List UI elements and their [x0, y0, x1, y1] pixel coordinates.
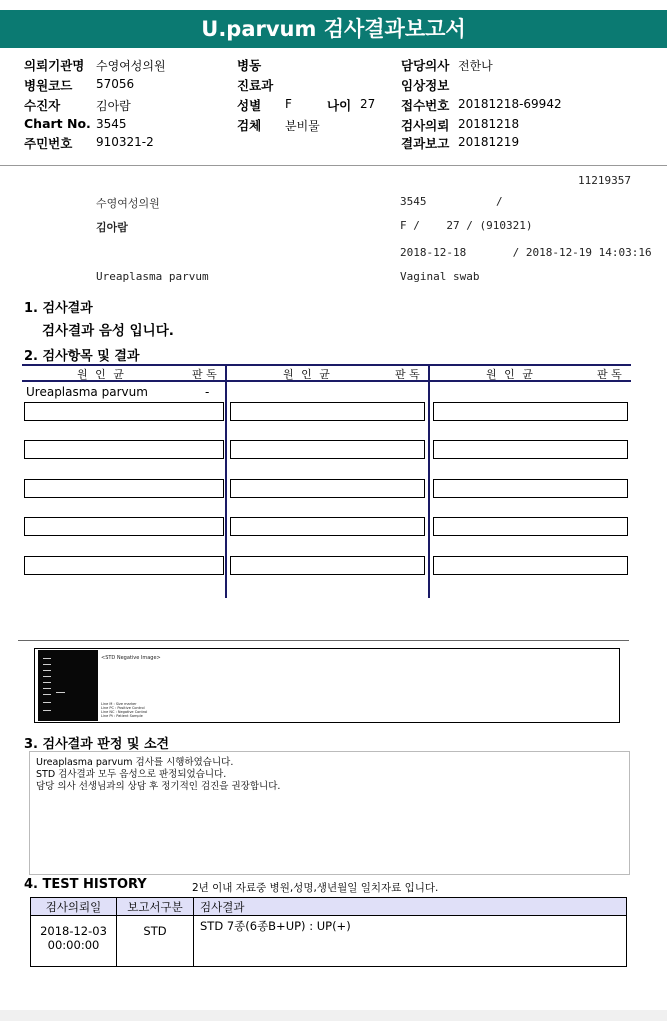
request-date-value: 20181218 — [458, 117, 520, 131]
gel-caption: <STD Negative Image> — [101, 655, 161, 661]
summary-organism: Ureaplasma parvum — [96, 270, 209, 283]
summary-slash: / — [496, 195, 503, 208]
table-row — [31, 916, 627, 967]
summary-patient: 김아람 — [96, 221, 128, 234]
doctor-label: 담당의사 — [401, 58, 450, 73]
result-box — [433, 440, 628, 459]
result-box — [433, 517, 628, 536]
summary-dates: 2018-12-18 / 2018-12-19 14:03:16 — [400, 246, 652, 259]
section4-title: 4. TEST HISTORY — [24, 877, 147, 892]
doctor-value: 전한나 — [458, 59, 493, 73]
top-margin — [0, 0, 667, 10]
col2-header-judge: 판 독 — [395, 368, 420, 381]
col1-header-judge: 판 독 — [192, 368, 217, 381]
result-box — [230, 440, 425, 459]
gel-panel — [34, 648, 620, 723]
hospital-code-label: 병원코드 — [24, 78, 73, 93]
result-box — [24, 440, 224, 459]
sex-value: F — [285, 97, 292, 111]
opinion-line-2: STD 검사결과 모두 음성으로 판정되었습니다. — [36, 769, 227, 780]
opinion-box — [29, 751, 630, 875]
result-box — [230, 402, 425, 421]
resident-label: 주민번호 — [24, 136, 73, 151]
chart-label: Chart No. — [24, 116, 91, 131]
history-date: 2018-12-03 00:00:00 — [31, 916, 117, 967]
result-box — [24, 556, 224, 575]
hospital-code-value: 57056 — [96, 77, 135, 91]
col3-header-name: 원 인 균 — [486, 368, 535, 381]
request-date-label: 검사의뢰 — [401, 118, 450, 133]
report-date-value: 20181219 — [458, 135, 520, 149]
gel-lanes: Line M : Size marker Line PC : Positive Control Line NC : Negative Control Line Pt : Patient Sample — [101, 702, 148, 718]
result-box — [24, 479, 224, 498]
history-type: STD — [117, 916, 194, 967]
section1-result: 검사결과 음성 입니다. — [42, 323, 174, 339]
header-info — [0, 50, 667, 166]
result-box — [433, 479, 628, 498]
table-divider-1 — [225, 364, 227, 598]
col3-header-judge: 판 독 — [597, 368, 622, 381]
report-date-label: 결과보고 — [401, 136, 450, 151]
receipt-no-value: 20181218-69942 — [458, 97, 562, 111]
summary-specimen: Vaginal swab — [400, 270, 480, 283]
ward-label: 병동 — [237, 58, 262, 73]
gel-image — [38, 650, 98, 721]
history-header-type: 보고서구분 — [117, 898, 194, 916]
result-box — [230, 517, 425, 536]
summary-sex-age: F / 27 / (910321) — [400, 219, 533, 232]
receipt-no-label: 접수번호 — [401, 98, 450, 113]
section2-title: 2. 검사항목 및 결과 — [24, 349, 140, 364]
col2-header-name: 원 인 균 — [283, 368, 332, 381]
report-title: U.parvum 검사결과보고서 — [0, 10, 667, 48]
result-box — [433, 402, 628, 421]
history-result: STD 7종(6종B+UP) : UP(+) — [194, 916, 627, 967]
divider-line — [18, 640, 629, 641]
section3-title: 3. 검사결과 판정 및 소견 — [24, 737, 170, 752]
dept-label: 진료과 — [237, 78, 274, 93]
sample-code: 11219357 — [578, 174, 631, 187]
age-value: 27 — [360, 97, 376, 111]
result-box — [433, 556, 628, 575]
sex-label: 성별 — [237, 98, 262, 113]
history-table — [30, 897, 627, 967]
hospital-label: 의뢰기관명 — [24, 58, 85, 73]
hospital-value: 수영여성의원 — [96, 59, 166, 73]
opinion-line-3: 담당 의사 선생님과의 상담 후 정기적인 검진을 권장합니다. — [36, 781, 281, 792]
result-box — [24, 517, 224, 536]
summary-chart: 3545 — [400, 195, 427, 208]
specimen-label: 검체 — [237, 118, 262, 133]
summary-hospital: 수영여성의원 — [96, 197, 160, 210]
clinical-info-label: 임상정보 — [401, 78, 450, 93]
footer-bar — [0, 1010, 667, 1021]
row1-organism: Ureaplasma parvum — [26, 385, 148, 399]
age-label: 나이 — [327, 98, 352, 113]
result-box — [230, 556, 425, 575]
section1-title: 1. 검사결과 — [24, 301, 93, 316]
section4-note: 2년 이내 자료중 병원,성명,생년월일 일치자료 입니다. — [192, 882, 439, 894]
specimen-value: 분비물 — [285, 119, 320, 133]
table-divider-2 — [428, 364, 430, 598]
patient-value: 김아람 — [96, 99, 131, 113]
result-box — [24, 402, 224, 421]
history-header-date: 검사의뢰일 — [31, 898, 117, 916]
history-header-result: 검사결과 — [194, 898, 627, 916]
chart-value: 3545 — [96, 117, 127, 131]
opinion-line-1: Ureaplasma parvum 검사를 시행하였습니다. — [36, 757, 234, 768]
patient-label: 수진자 — [24, 98, 61, 113]
resident-value: 910321-2 — [96, 135, 154, 149]
result-box — [230, 479, 425, 498]
row1-judge: - — [205, 385, 210, 399]
col1-header-name: 원 인 균 — [77, 368, 126, 381]
